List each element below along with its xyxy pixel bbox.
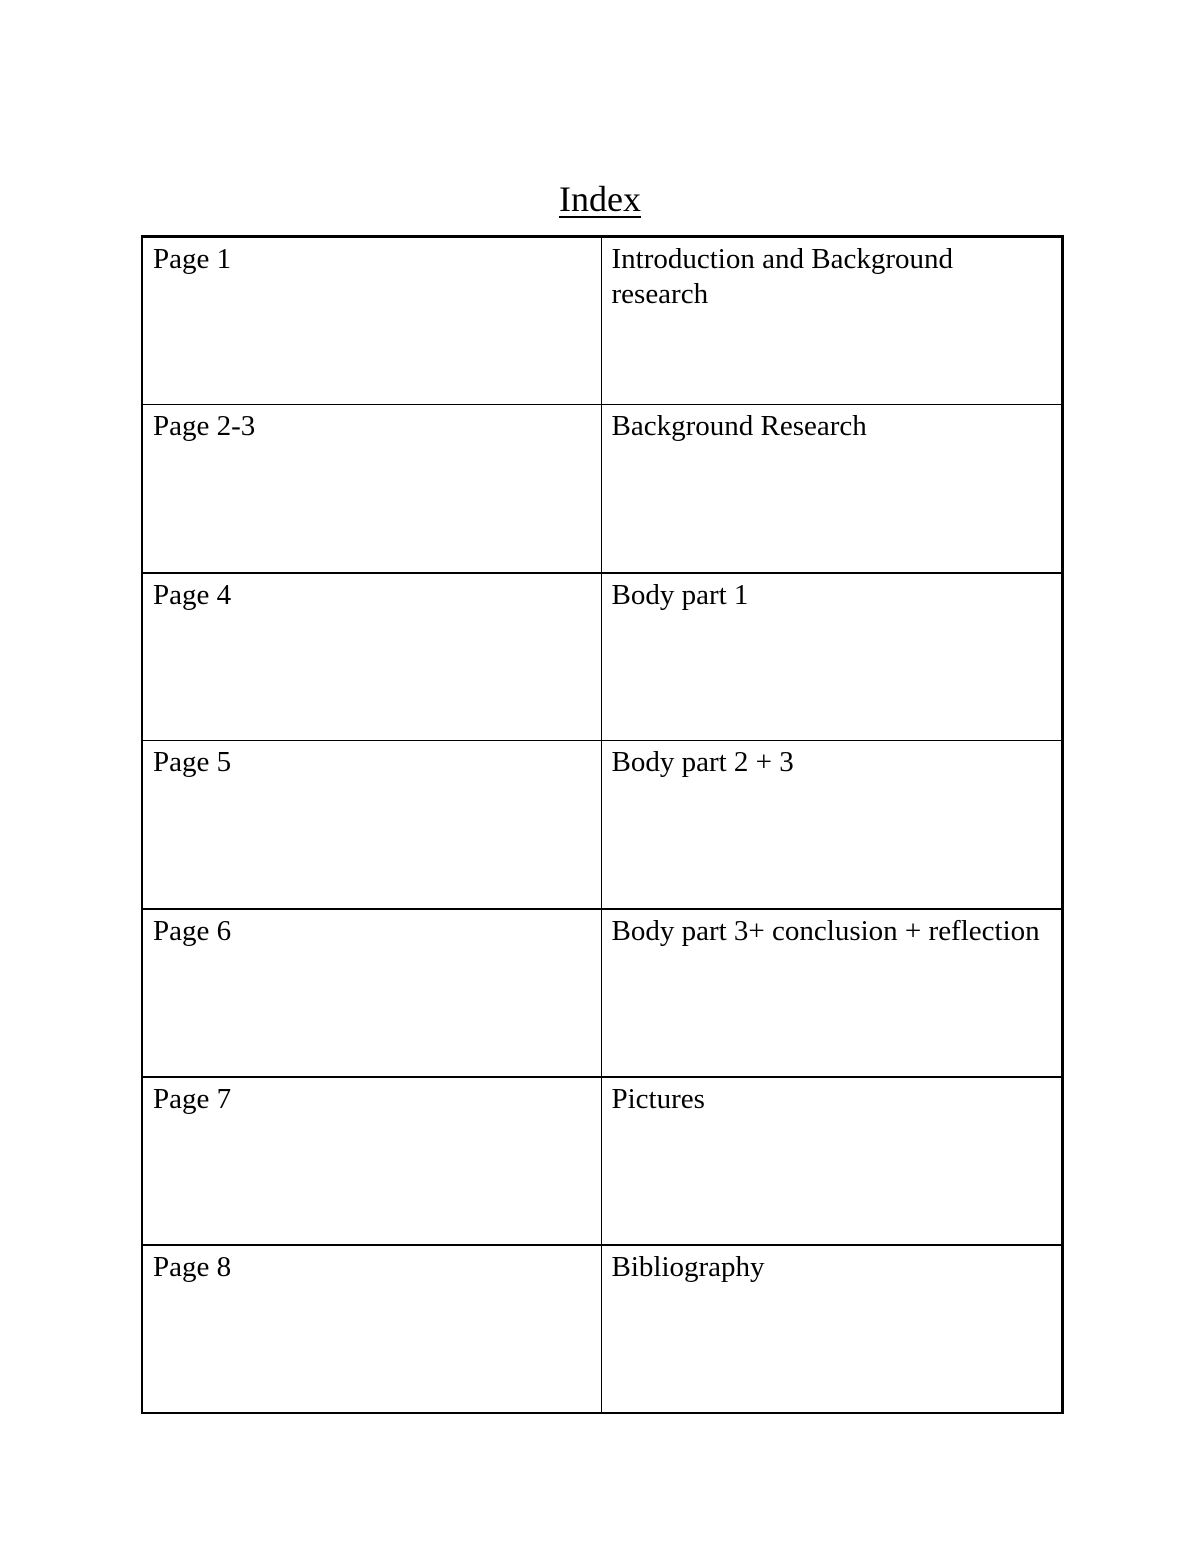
table-row [142,237,1062,405]
table-row [142,1077,1062,1245]
content-cell: Bibliography [601,1245,1062,1413]
content-cell: Pictures [601,1077,1062,1245]
page-number-cell: Page 4 [142,573,601,741]
page-number-cell: Page 8 [142,1245,601,1413]
page-number-cell: Page 7 [142,1077,601,1245]
table-row [142,405,1062,573]
table-row [142,1245,1062,1413]
page-number-cell: Page 1 [142,237,601,405]
table-row [142,909,1062,1077]
page-number-cell: Page 5 [142,741,601,909]
content-cell: Introduction and Background research [601,237,1062,405]
table-row [142,573,1062,741]
page-number-cell: Page 2-3 [142,405,601,573]
table-row [142,741,1062,909]
page-number-cell: Page 6 [142,909,601,1077]
index-table [141,235,1064,1414]
page-title: Index [559,179,641,219]
content-cell: Background Research [601,405,1062,573]
content-cell: Body part 2 + 3 [601,741,1062,909]
content-cell: Body part 1 [601,573,1062,741]
content-cell: Body part 3+ conclusion + reflection [601,909,1062,1077]
